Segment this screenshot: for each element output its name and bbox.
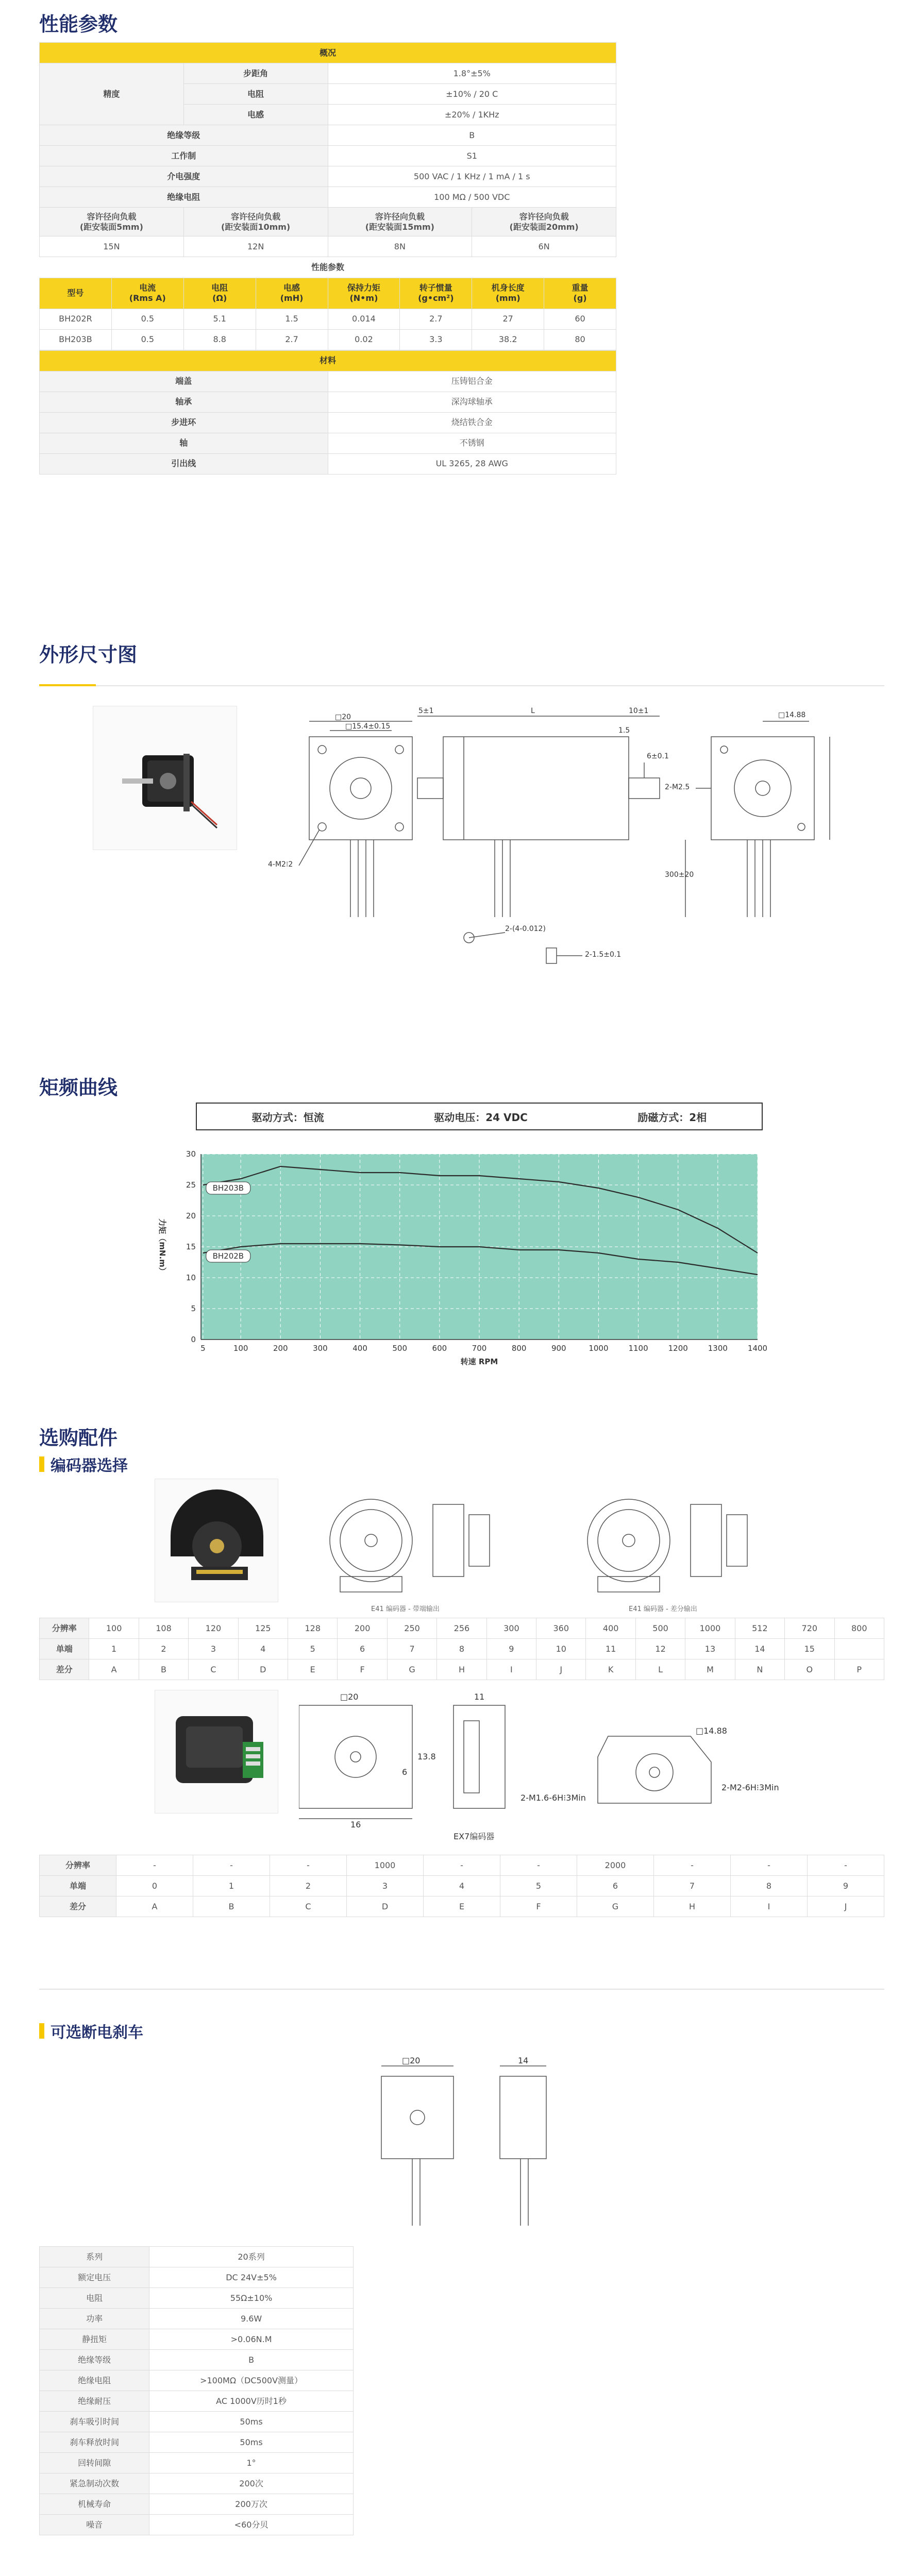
section-divider <box>39 1989 884 1990</box>
ex7-caption: EX7编码器 <box>454 1832 495 1841</box>
encoder-cell: 400 <box>586 1618 635 1639</box>
brake-spec-name: 电阻 <box>40 2288 149 2309</box>
dim-label: □20 <box>335 713 351 721</box>
ex7-cell: 6 <box>577 1876 654 1896</box>
perf-col-header: 转子惯量 (g•cm²) <box>400 278 472 309</box>
encoder-cell: 360 <box>536 1618 586 1639</box>
perf-cell: 0.02 <box>328 329 400 350</box>
brake-dim: 14 <box>518 2056 529 2065</box>
dim-label: 2-1.5±0.1 <box>585 951 622 959</box>
perf-cell: 2.7 <box>256 329 328 350</box>
encoder-table <box>39 1618 884 1680</box>
y-tick-label: 20 <box>186 1211 196 1221</box>
dims-title: 外形尺寸图 <box>39 643 138 666</box>
ex7-cell: - <box>270 1855 347 1876</box>
encoder-cell: I <box>486 1659 536 1680</box>
ex7-cell: - <box>500 1855 577 1876</box>
x-tick-label: 1400 <box>747 1344 768 1353</box>
ex7-cell: - <box>116 1855 193 1876</box>
ex7-dim: 2-M2-6H⁝3Min <box>721 1783 779 1792</box>
x-tick-label: 1300 <box>708 1344 728 1353</box>
table-row <box>40 2412 354 2432</box>
brake-spec-name: 绝缘耐压 <box>40 2391 149 2412</box>
torque-chart <box>139 1144 773 1370</box>
brake-spec-value: DC 24V±5% <box>149 2267 354 2288</box>
ex7-cell: 3 <box>347 1876 424 1896</box>
load-header: 容许径向负载 (距安装面10mm) <box>183 208 328 236</box>
torque-conditions <box>196 1103 763 1130</box>
spec-name: 步距角 <box>183 63 328 84</box>
accuracy-label: 精度 <box>40 63 184 125</box>
brake-spec-value: B <box>149 2350 354 2370</box>
perf-col-header: 电阻 (Ω) <box>183 278 256 309</box>
material-value: UL 3265, 28 AWG <box>328 453 616 474</box>
ex7-dim: 11 <box>474 1692 485 1702</box>
perf-col-header: 电感 (mH) <box>256 278 328 309</box>
x-tick-label: 1000 <box>589 1344 609 1353</box>
ex7-drawing <box>299 1690 866 1844</box>
perf-cell: 3.3 <box>400 329 472 350</box>
brake-spec-value: <60分贝 <box>149 2515 354 2535</box>
ex7-dim: □14.88 <box>696 1726 727 1736</box>
dim-label: 6±0.1 <box>647 752 669 760</box>
ex7-cell: 4 <box>424 1876 500 1896</box>
load-value: 15N <box>40 236 184 257</box>
x-tick-label: 100 <box>233 1344 248 1353</box>
brake-spec-value: 55Ω±10% <box>149 2288 354 2309</box>
table-row <box>40 309 616 329</box>
encoder-cell: 500 <box>635 1618 685 1639</box>
table-row <box>40 1639 884 1659</box>
ex7-cell: G <box>577 1896 654 1917</box>
encoder-cell: 120 <box>189 1618 238 1639</box>
table-row <box>40 2350 354 2370</box>
table-row <box>40 2473 354 2494</box>
encoder-cell: 1000 <box>685 1618 735 1639</box>
encoder-photo <box>155 1479 278 1602</box>
ex7-cell: 9 <box>808 1876 884 1896</box>
perf-col-header: 电流 (Rms A) <box>111 278 183 309</box>
encoder-cell: P <box>834 1659 884 1680</box>
perf-cell: 2.7 <box>400 309 472 329</box>
table-row <box>40 1659 884 1680</box>
brake-spec-name: 额定电压 <box>40 2267 149 2288</box>
condition-drive: 驱动方式：恒流 <box>251 1111 324 1124</box>
spec-value: 1.8°±5% <box>328 63 616 84</box>
brake-heading <box>39 2020 143 2042</box>
encoder-heading <box>39 1453 128 1476</box>
perf-cell: 8.8 <box>183 329 256 350</box>
spec-name: 介电强度 <box>40 166 328 187</box>
brake-spec-value: 200次 <box>149 2473 354 2494</box>
brake-spec-name: 静扭矩 <box>40 2329 149 2350</box>
ex7-cell: E <box>424 1896 500 1917</box>
dimension-drawing <box>268 701 876 979</box>
load-value: 12N <box>183 236 328 257</box>
perf-cell: 80 <box>544 329 616 350</box>
encoder-cell: 6 <box>338 1639 387 1659</box>
encoder-cell: 5 <box>288 1639 338 1659</box>
encoder-cell: L <box>635 1659 685 1680</box>
heading-accent <box>39 2023 44 2039</box>
brake-spec-value: >0.06N.M <box>149 2329 354 2350</box>
encoder-cell: 1 <box>89 1639 139 1659</box>
brake-spec-value: >100MΩ（DC500V测量） <box>149 2370 354 2391</box>
brake-spec-value: 50ms <box>149 2432 354 2453</box>
brake-spec-value: 9.6W <box>149 2309 354 2329</box>
material-name: 引出线 <box>40 453 328 474</box>
brake-spec-name: 功率 <box>40 2309 149 2329</box>
load-header: 容许径向负载 (距安装面20mm) <box>472 208 616 236</box>
encoder-cell: E <box>288 1659 338 1680</box>
ex7-cell: B <box>193 1896 270 1917</box>
spec-name: 绝缘等级 <box>40 125 328 146</box>
table-row <box>40 2309 354 2329</box>
perf-cell: 1.5 <box>256 309 328 329</box>
dim-label: 4-M2⁝2 <box>268 860 293 869</box>
y-tick-label: 30 <box>186 1149 196 1159</box>
x-tick-label: 500 <box>392 1344 408 1353</box>
encoder-cell: 300 <box>486 1618 536 1639</box>
encoder-cell: 4 <box>238 1639 288 1659</box>
encoder-cell: D <box>238 1659 288 1680</box>
ex7-cell: C <box>270 1896 347 1917</box>
encoder-row-label: 分辨率 <box>40 1618 89 1639</box>
dim-label: 10±1 <box>629 707 649 715</box>
table-row <box>40 2288 354 2309</box>
ex7-cell: D <box>347 1896 424 1917</box>
material-name: 步进环 <box>40 412 328 433</box>
ex7-cell: 2000 <box>577 1855 654 1876</box>
encoder-cell: B <box>139 1659 188 1680</box>
perf-col-header: 重量 (g) <box>544 278 616 309</box>
y-tick-label: 5 <box>191 1304 196 1313</box>
brake-spec-name: 绝缘电阻 <box>40 2370 149 2391</box>
dim-label: □14.88 <box>778 711 806 719</box>
material-name: 端盖 <box>40 371 328 392</box>
ex7-cell: F <box>500 1896 577 1917</box>
load-header: 容许径向负载 (距安装面15mm) <box>328 208 472 236</box>
brake-spec-name: 机械寿命 <box>40 2494 149 2515</box>
brake-spec-name: 回转间隙 <box>40 2453 149 2473</box>
motor-photo <box>93 706 237 850</box>
encoder-row-label: 单端 <box>40 1639 89 1659</box>
perf-cell: 27 <box>472 309 544 329</box>
x-tick-label: 900 <box>551 1344 566 1353</box>
encoder-cell: 14 <box>735 1639 784 1659</box>
brake-spec-value: 1° <box>149 2453 354 2473</box>
perf-cell: 0.5 <box>111 309 183 329</box>
encoder-cell: 7 <box>387 1639 436 1659</box>
x-tick-label: 700 <box>472 1344 487 1353</box>
perf-cell: 60 <box>544 309 616 329</box>
table-row <box>40 2391 354 2412</box>
encoder-cell: J <box>536 1659 586 1680</box>
table-row <box>40 2453 354 2473</box>
torque-title: 矩频曲线 <box>39 1076 118 1099</box>
brake-spec-name: 噪音 <box>40 2515 149 2535</box>
dim-label: □15.4±0.15 <box>345 722 391 731</box>
ex7-table <box>39 1855 884 1917</box>
spec-value: 100 MΩ / 500 VDC <box>328 187 616 208</box>
encoder-cell: 8 <box>437 1639 486 1659</box>
encoder-cell: A <box>89 1659 139 1680</box>
ex7-cell: 0 <box>116 1876 193 1896</box>
material-header: 材料 <box>40 350 616 371</box>
ex7-cell: J <box>808 1896 884 1917</box>
encoder-title: 编码器选择 <box>51 1457 128 1475</box>
perf-cell: BH202R <box>40 309 112 329</box>
perf-cell: 38.2 <box>472 329 544 350</box>
brake-spec-value: AC 1000V历时1秒 <box>149 2391 354 2412</box>
encoder-cell: 720 <box>785 1618 834 1639</box>
material-value: 烧结铁合金 <box>328 412 616 433</box>
ex7-cell: I <box>731 1896 808 1917</box>
ex7-row-label: 差分 <box>40 1896 116 1917</box>
table-row <box>40 2370 354 2391</box>
encoder-drawing-single <box>309 1484 515 1613</box>
x-tick-label: 1100 <box>628 1344 648 1353</box>
material-value: 不锈钢 <box>328 433 616 453</box>
encoder-cell: 256 <box>437 1618 486 1639</box>
spec-value: ±10% / 20 C <box>328 84 616 105</box>
section-divider <box>39 685 884 686</box>
ex7-cell: 7 <box>654 1876 731 1896</box>
dim-label: 5±1 <box>418 707 434 715</box>
table-row <box>40 1876 884 1896</box>
spec-value: ±20% / 1KHz <box>328 105 616 125</box>
encoder-cell: 12 <box>635 1639 685 1659</box>
ex7-cell: - <box>654 1855 731 1876</box>
ex7-row-label: 分辨率 <box>40 1855 116 1876</box>
ex7-dim: 6 <box>402 1767 408 1777</box>
ex7-photo <box>155 1690 278 1814</box>
y-tick-label: 15 <box>186 1242 196 1251</box>
condition-voltage: 驱动电压：24 VDC <box>434 1111 528 1124</box>
table-row <box>40 2494 354 2515</box>
ex7-cell: - <box>193 1855 270 1876</box>
x-tick-label: 400 <box>352 1344 367 1353</box>
encoder-cell: 200 <box>338 1618 387 1639</box>
encoder-cell: 250 <box>387 1618 436 1639</box>
dim-label: 300±20 <box>665 871 694 879</box>
material-value: 压铸铝合金 <box>328 371 616 392</box>
encoder-cell: H <box>437 1659 486 1680</box>
ex7-cell: H <box>654 1896 731 1917</box>
perf-cell: 0.5 <box>111 329 183 350</box>
encoder-cell: 3 <box>189 1639 238 1659</box>
series-label: BH202B <box>212 1251 244 1261</box>
heading-accent <box>39 1456 44 1472</box>
ex7-row-label: 单端 <box>40 1876 116 1896</box>
encoder-drawing-diff <box>567 1484 773 1613</box>
perf-table <box>39 42 616 474</box>
general-header: 概况 <box>40 43 616 63</box>
perf-cell: 0.014 <box>328 309 400 329</box>
encoder-cell: 13 <box>685 1639 735 1659</box>
ex7-cell: 5 <box>500 1876 577 1896</box>
table-row <box>40 2432 354 2453</box>
table-row <box>40 329 616 350</box>
encoder-caption: E41 编码器 - 带端输出 <box>371 1605 440 1613</box>
accessories-title: 选购配件 <box>39 1427 118 1449</box>
ex7-dim: 2-M1.6-6H⁝3Min <box>520 1793 586 1803</box>
spec-name: 电阻 <box>183 84 328 105</box>
encoder-cell: O <box>785 1659 834 1680</box>
brake-spec-name: 紧急制动次数 <box>40 2473 149 2494</box>
encoder-cell: G <box>387 1659 436 1680</box>
encoder-cell: 10 <box>536 1639 586 1659</box>
brake-title: 可选断电刹车 <box>51 2024 143 2042</box>
section-accent <box>39 684 96 686</box>
encoder-cell: 512 <box>735 1618 784 1639</box>
material-value: 深沟球轴承 <box>328 392 616 412</box>
brake-spec-name: 系列 <box>40 2247 149 2267</box>
ex7-dim: □20 <box>340 1692 359 1702</box>
spec-name: 电感 <box>183 105 328 125</box>
encoder-cell: N <box>735 1659 784 1680</box>
spec-name: 工作制 <box>40 146 328 166</box>
y-axis-label: 力矩（mN.m） <box>158 1218 167 1275</box>
x-tick-label: 5 <box>200 1344 206 1353</box>
perf-cell: 5.1 <box>183 309 256 329</box>
ex7-cell: - <box>808 1855 884 1876</box>
dim-label: L <box>531 707 535 715</box>
spec-name: 绝缘电阻 <box>40 187 328 208</box>
encoder-cell: M <box>685 1659 735 1680</box>
series-label: BH203B <box>212 1183 244 1193</box>
encoder-cell: 11 <box>586 1639 635 1659</box>
encoder-row-label: 差分 <box>40 1659 89 1680</box>
perf-section-label: 性能参数 <box>311 262 344 272</box>
dim-label: 1.5 <box>618 726 630 735</box>
brake-spec-value: 20系列 <box>149 2247 354 2267</box>
brake-table <box>39 2246 354 2535</box>
perf-title: 性能参数 <box>39 13 118 36</box>
dim-label: 2-M2.5 <box>665 783 690 791</box>
condition-excitation: 励磁方式：2相 <box>637 1111 707 1124</box>
spec-value: S1 <box>328 146 616 166</box>
y-tick-label: 0 <box>191 1335 196 1344</box>
perf-col-header: 保持力矩 (N•m) <box>328 278 400 309</box>
x-tick-label: 600 <box>432 1344 447 1353</box>
perf-cell: BH203B <box>40 329 112 350</box>
brake-dim: □20 <box>402 2056 421 2065</box>
x-tick-label: 1200 <box>668 1344 688 1353</box>
material-name: 轴 <box>40 433 328 453</box>
brake-spec-name: 绝缘等级 <box>40 2350 149 2370</box>
table-row <box>40 1896 884 1917</box>
ex7-dim: 16 <box>350 1820 361 1829</box>
encoder-cell: 800 <box>834 1618 884 1639</box>
encoder-cell: 2 <box>139 1639 188 1659</box>
encoder-cell: C <box>189 1659 238 1680</box>
table-row <box>40 2329 354 2350</box>
x-tick-label: 800 <box>511 1344 527 1353</box>
perf-col-header: 型号 <box>40 278 112 309</box>
brake-spec-value: 50ms <box>149 2412 354 2432</box>
brake-spec-name: 刹车释放时间 <box>40 2432 149 2453</box>
encoder-caption: E41 编码器 - 差分输出 <box>629 1605 697 1613</box>
x-axis-label: 转速 RPM <box>460 1357 498 1366</box>
brake-spec-name: 刹车吸引时间 <box>40 2412 149 2432</box>
load-value: 8N <box>328 236 472 257</box>
ex7-cell: 2 <box>270 1876 347 1896</box>
encoder-cell: K <box>586 1659 635 1680</box>
ex7-cell: 1 <box>193 1876 270 1896</box>
encoder-cell: F <box>338 1659 387 1680</box>
table-row <box>40 1855 884 1876</box>
encoder-cell: 125 <box>238 1618 288 1639</box>
perf-col-header: 机身长度 (mm) <box>472 278 544 309</box>
y-tick-label: 10 <box>186 1273 196 1282</box>
brake-spec-value: 200万次 <box>149 2494 354 2515</box>
ex7-dim: 13.8 <box>417 1752 436 1761</box>
encoder-cell: 128 <box>288 1618 338 1639</box>
load-value: 6N <box>472 236 616 257</box>
y-tick-label: 25 <box>186 1180 196 1190</box>
spec-value: 500 VAC / 1 KHz / 1 mA / 1 s <box>328 166 616 187</box>
encoder-cell: 100 <box>89 1618 139 1639</box>
encoder-cell <box>834 1639 884 1659</box>
ex7-cell: 1000 <box>347 1855 424 1876</box>
load-header: 容许径向负载 (距安装面5mm) <box>40 208 184 236</box>
encoder-cell: 9 <box>486 1639 536 1659</box>
ex7-cell: - <box>424 1855 500 1876</box>
encoder-cell: 15 <box>785 1639 834 1659</box>
encoder-cell: 108 <box>139 1618 188 1639</box>
dim-label: 2-(4-0.012) <box>505 925 546 933</box>
table-row <box>40 2247 354 2267</box>
table-row <box>40 2267 354 2288</box>
table-row <box>40 1618 884 1639</box>
ex7-cell: - <box>731 1855 808 1876</box>
ex7-cell: 8 <box>731 1876 808 1896</box>
table-row <box>40 2515 354 2535</box>
x-tick-label: 300 <box>313 1344 328 1353</box>
x-tick-label: 200 <box>273 1344 288 1353</box>
material-name: 轴承 <box>40 392 328 412</box>
brake-drawing <box>350 2056 598 2231</box>
spec-value: B <box>328 125 616 146</box>
ex7-cell: A <box>116 1896 193 1917</box>
